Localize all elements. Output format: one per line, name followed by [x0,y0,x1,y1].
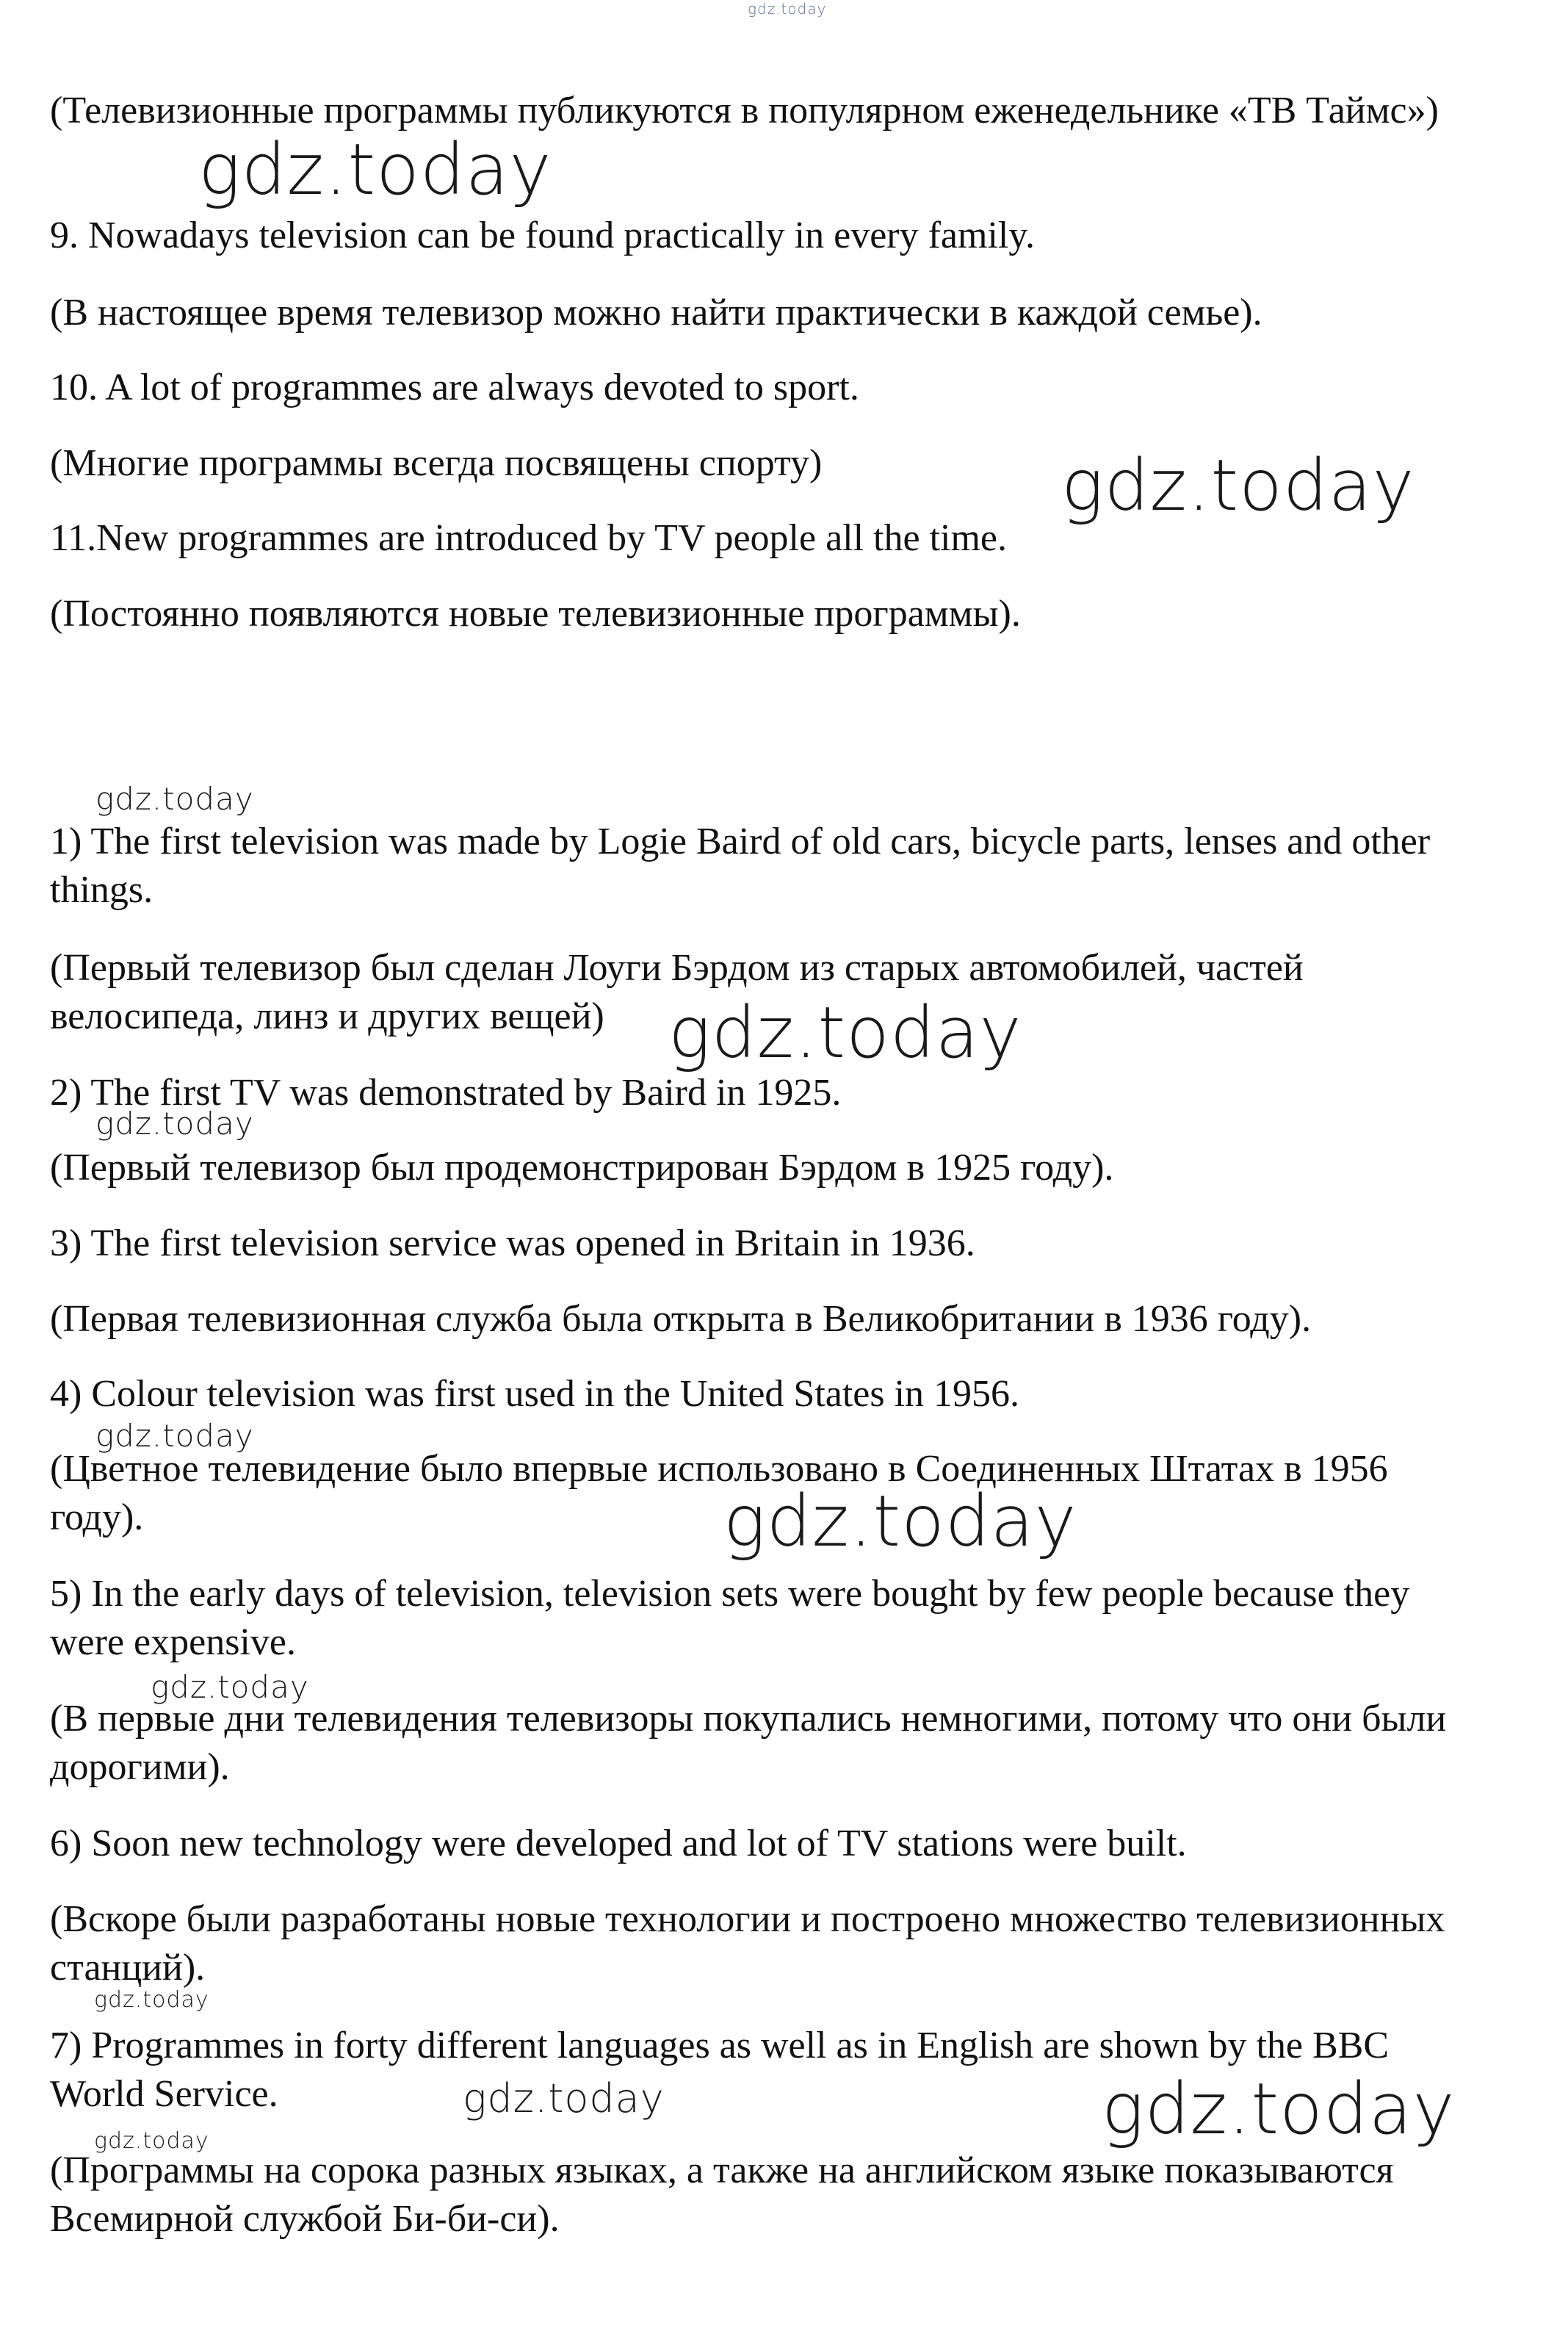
paragraph-14: (Цветное телевидение было впервые использовано в Соединенных Штатах в 1956 году). [50,1448,1388,1538]
watermark-9: gdz.today [94,1987,209,2013]
paragraph-12: (Первая телевизионная служба была открыта в Великобритании в 1936 году). [50,1298,1312,1340]
paragraph-4: (Многие программы всегда посвящены спорту) [50,442,823,484]
paragraph-19: 7) Programmes in forty different languages as well as in English are shown by the BBC World Service. [50,2025,1390,2115]
watermark-6: gdz.today [95,1418,254,1454]
paragraph-13: 4) Colour television was first used in the United States in 1956. [50,1373,1020,1415]
watermark-3: gdz.today [95,781,254,817]
paragraph-2: (В настоящее время телевизор можно найти практически в каждой семье). [50,292,1262,334]
watermark-4: gdz.today [668,992,1022,1074]
watermark-2: gdz.today [1061,444,1415,527]
paragraph-1: 9. Nowadays television can be found practically in every family. [50,215,1035,256]
paragraph-11: 3) The first television service was opened in Britain in 1936. [50,1222,975,1264]
watermark-8: gdz.today [151,1669,309,1705]
paragraph-15: 5) In the early days of television, television sets were bought by few people because they were expensive. [50,1573,1410,1663]
paragraph-20: (Программы на сорока разных языках, а также на английском языке показываются Всемирной службой Би-би-си). [50,2149,1394,2240]
paragraph-10: (Первый телевизор был продемонстрирован Бэрдом в 1925 году). [50,1147,1114,1189]
paragraph-0: (Телевизионные программы публикуются в популярном еженедельнике «ТВ Таймс») [50,90,1439,131]
paragraph-18: (Вскоре были разработаны новые технологии и построено множество телевизионных станций). [50,1898,1445,1989]
paragraph-9: 2) The first TV was demonstrated by Baird in 1925. [50,1072,842,1114]
watermark-12: gdz.today [94,2128,209,2154]
watermark-11: gdz.today [1102,2068,1456,2150]
paragraph-8: (Первый телевизор был сделан Лоуги Бэрдом из старых автомобилей, частей велосипеда, линз и других вещей) [50,947,1304,1037]
paragraph-3: 10. A lot of programmes are always devoted to sport. [50,367,859,408]
paragraph-17: 6) Soon new technology were developed and lot of TV stations were built. [50,1823,1187,1864]
paragraph-16: (В первые дни телевидения телевизоры покупались немногими, потому что они были дорогими). [50,1698,1447,1788]
paragraph-7: 1) The first television was made by Logie Baird of old cars, bicycle parts, lenses and other things. [50,821,1431,911]
watermark-5: gdz.today [95,1106,254,1142]
watermark-top: gdz.today [748,0,827,18]
watermark-10: gdz.today [463,2075,665,2122]
paragraph-5: 11.New programmes are introduced by TV people all the time. [50,517,1007,559]
watermark-7: gdz.today [723,1480,1077,1563]
watermark-1: gdz.today [198,129,552,211]
paragraph-6: (Постоянно появляются новые телевизионные программы). [50,593,1021,635]
